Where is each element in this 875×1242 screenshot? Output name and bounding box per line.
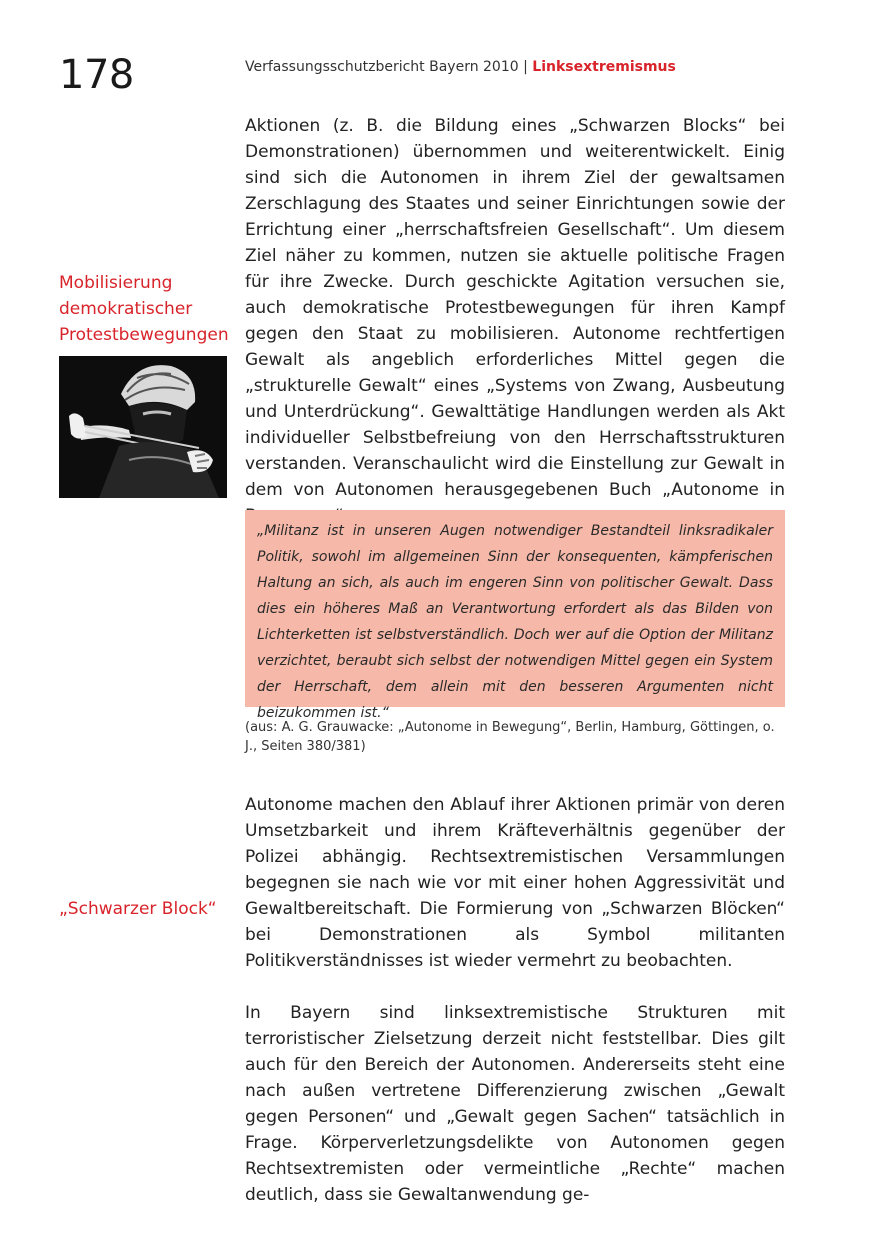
page-number: 178 bbox=[59, 52, 134, 98]
margin-note-line: Protestbewegungen bbox=[59, 325, 229, 345]
quote-citation: (aus: A. G. Grauwacke: „Autonome in Bewegung“, Berlin, Hamburg, Göttingen, o. J., Seiten 380/381) bbox=[245, 720, 775, 754]
masked-figure-slingshot-image bbox=[59, 356, 227, 498]
report-title: Verfassungsschutzbericht Bayern 2010 bbox=[245, 59, 519, 75]
section-title: Linksextremismus bbox=[532, 59, 676, 75]
margin-note-line: Mobilisierung bbox=[59, 273, 173, 293]
margin-note-line: „Schwarzer Block“ bbox=[59, 899, 217, 919]
body-paragraph-3: In Bayern sind linksextremistische Strukturen mit terroristischer Zielsetzung derzeit nicht feststellbar. Dies gilt auch für den Bereich der Autonomen. Andererseits steht eine nach außen vertretene Differenzierung zwischen „Gewalt gegen Personen“ und „Gewalt gegen Sachen“ tatsächlich in Frage. Körperverletzungsdelikte von Autonomen gegen Rechtsextremisten oder vermeintliche „Rechte“ machen deutlich, dass sie Gewaltanwendung ge- bbox=[245, 1003, 785, 1205]
quote-text: „Militanz ist in unseren Augen notwendiger Bestandteil linksradikaler Politik, sowohl im allgemeinen Sinn der konsequenten, kämpferischen Haltung an sich, als auch im engeren Sinn von politischer Gewalt. Dass dies ein höheres Maß an Verantwortung erfordert als das Bilden von Lichterketten ist selbstverständlich. Doch wer auf die Option der Militanz verzichtet, beraubt sich selbst der notwendigen Mittel gegen ein System der Herrschaft, dem allein mit den besseren Argumenten nicht beizukommen ist.“ bbox=[257, 523, 773, 721]
margin-note-line: demokratischer bbox=[59, 299, 193, 319]
margin-note-schwarzer-block bbox=[59, 896, 239, 922]
header-separator: | bbox=[518, 59, 533, 75]
slingshot-figure-illustration bbox=[59, 356, 227, 498]
running-header bbox=[245, 57, 676, 77]
quote-box bbox=[245, 510, 785, 721]
margin-note-mobilisierung bbox=[59, 270, 239, 348]
body-paragraph-1: Aktionen (z. B. die Bildung eines „Schwarzen Blocks“ bei Demonstrationen) übernommen und weiterentwickelt. Einig sind sich die Autonomen in ihrem Ziel der gewaltsamen Zerschlagung des Staates und seiner Einrichtungen sowie der Errichtung einer „herrschaftsfreien Gesellschaft“. Um diesem Ziel näher zu kommen, nutzen sie aktuelle politische Fragen für ihre Zwecke. Durch geschickte Agitation versuchen sie, auch demokratische Protestbewegungen für ihren Kampf gegen den Staat zu mobilisieren. Autonome rechtfertigen Gewalt als angeblich erforderliches Mittel gegen die „strukturelle Gewalt“ eines „Systems von Zwang, Ausbeutung und Unterdrückung“. Gewalttätige Handlungen werden als Akt individueller Selbstbefreiung von den Herrschaftsstrukturen verstanden. Veranschaulicht wird die Einstellung zur Gewalt in dem von Autonomen herausgegebenen Buch „Autonome in bbox=[245, 116, 785, 500]
body-paragraph-2: Autonome machen den Ablauf ihrer Aktionen primär von deren Umsetzbarkeit und ihrem Kräfteverhältnis gegenüber der Polizei abhängig. Rechtsextremistischen Versammlungen begegnen sie nach wie vor mit einer hohen Aggressivität und Gewaltbereitschaft. Die Formierung von „Schwarzen Blöcken“ bei Demonstrationen als Symbol militanten Politikverständnisses ist wieder vermehrt zu beobachten. bbox=[245, 795, 785, 971]
